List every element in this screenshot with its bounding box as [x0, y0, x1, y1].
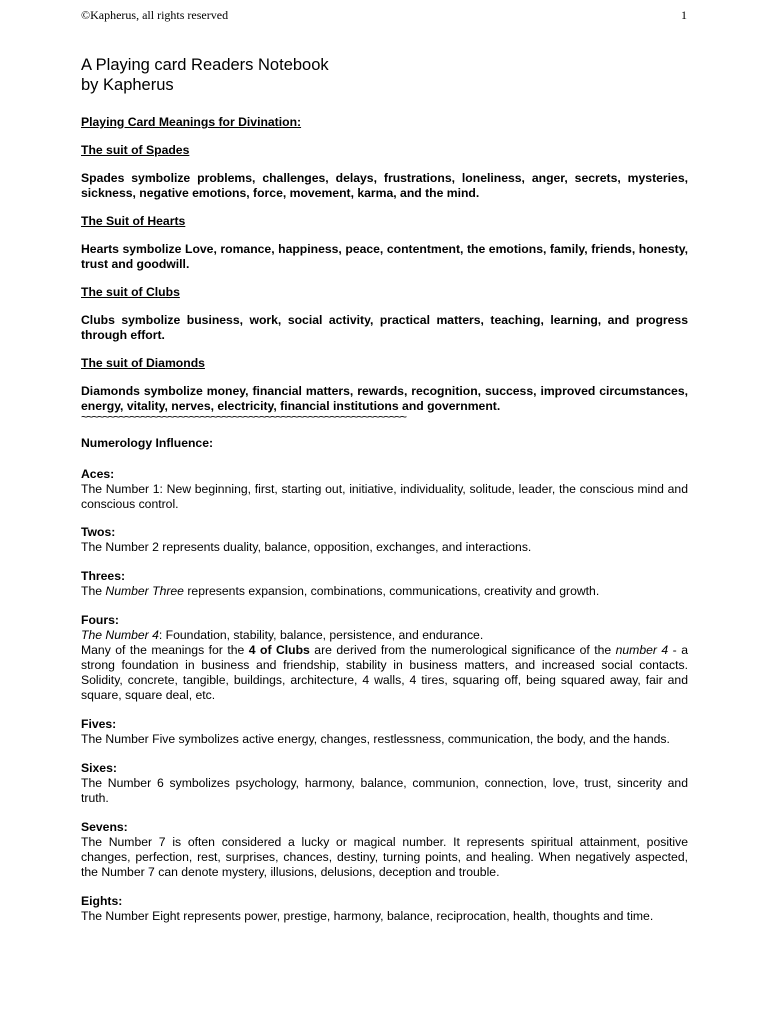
hearts-heading: The Suit of Hearts	[81, 214, 186, 228]
section-heading: Playing Card Meanings for Divination:	[81, 115, 302, 129]
aces-text: The Number 1: New beginning, first, starting out, initiative, individuality, solitude, leader, the conscious mind and conscious control.	[81, 482, 688, 511]
document-title	[81, 55, 688, 95]
sevens-text: The Number 7 is often considered a lucky or magical number. It represents spiritual attainment, positive changes, perfection, rest, surprises, chances, destiny, turning points, and healing. When negatively aspected, the Number 7 can denote mystery, illusions, delusions, deception and trouble.	[81, 835, 688, 879]
sevens-heading: Sevens:	[81, 820, 128, 834]
divider-line: ~~~~~~~~~~~~~~~~~~~~~~~~~~~~~~~~~~~~~~~~~~~~~~~~~~~~~~~~~~~~	[81, 414, 406, 422]
clubs-text: Clubs symbolize business, work, social activity, practical matters, teaching, learning, and progress through effort.	[81, 313, 688, 342]
aces-heading: Aces:	[81, 467, 115, 481]
title-line-1: A Playing card Readers Notebook	[81, 56, 329, 74]
twos-text: The Number 2 represents duality, balance, opposition, exchanges, and interactions.	[81, 540, 532, 554]
sixes-text: The Number 6 symbolizes psychology, harmony, balance, communion, connection, love, trust, sincerity and truth.	[81, 776, 688, 805]
threes-heading: Threes:	[81, 569, 126, 583]
document-body	[81, 55, 688, 924]
eights-heading: Eights:	[81, 894, 123, 908]
numerology-heading: Numerology Influence:	[81, 436, 214, 450]
fours-heading: Fours:	[81, 613, 119, 627]
fives-heading: Fives:	[81, 717, 117, 731]
fours-text: Many of the meanings for the 4 of Clubs are derived from the numerological significance of the number 4 - a strong foundation in business and friendship, stability in business matters, and increased social contacts. Solidity, concrete, tangible, buildings, architecture, 4 walls, 4 tires, squaring off, being squared away, fair and square, square deal, etc.	[81, 643, 688, 702]
fives-text: The Number Five symbolizes active energy, changes, restlessness, communication, the body, and the hands.	[81, 732, 670, 746]
eights-text: The Number Eight represents power, prestige, harmony, balance, reciprocation, health, thoughts and time.	[81, 909, 654, 923]
fours-line-1: The Number 4: Foundation, stability, balance, persistence, and endurance.	[81, 628, 484, 642]
page-header	[81, 8, 687, 24]
spades-heading: The suit of Spades	[81, 143, 190, 157]
sixes-heading: Sixes:	[81, 761, 117, 775]
title-line-2: by Kapherus	[81, 76, 174, 94]
diamonds-heading: The suit of Diamonds	[81, 356, 205, 370]
copyright-notice: ©Kapherus, all rights reserved	[81, 8, 229, 22]
clubs-heading: The suit of Clubs	[81, 285, 180, 299]
spades-text: Spades symbolize problems, challenges, delays, frustrations, loneliness, anger, secrets, mysteries, sickness, negative emotions, force, movement, karma, and the mind.	[81, 171, 688, 200]
hearts-text: Hearts symbolize Love, romance, happiness, peace, contentment, the emotions, family, friends, honesty, trust and goodwill.	[81, 242, 688, 271]
diamonds-text: Diamonds symbolize money, financial matters, rewards, recognition, success, improved circumstances, energy, vitality, nerves, electricity, financial institutions and government.	[81, 384, 688, 413]
threes-text: The Number Three represents expansion, combinations, communications, creativity and growth.	[81, 584, 600, 598]
twos-heading: Twos:	[81, 525, 116, 539]
page-number: 1	[681, 8, 687, 22]
